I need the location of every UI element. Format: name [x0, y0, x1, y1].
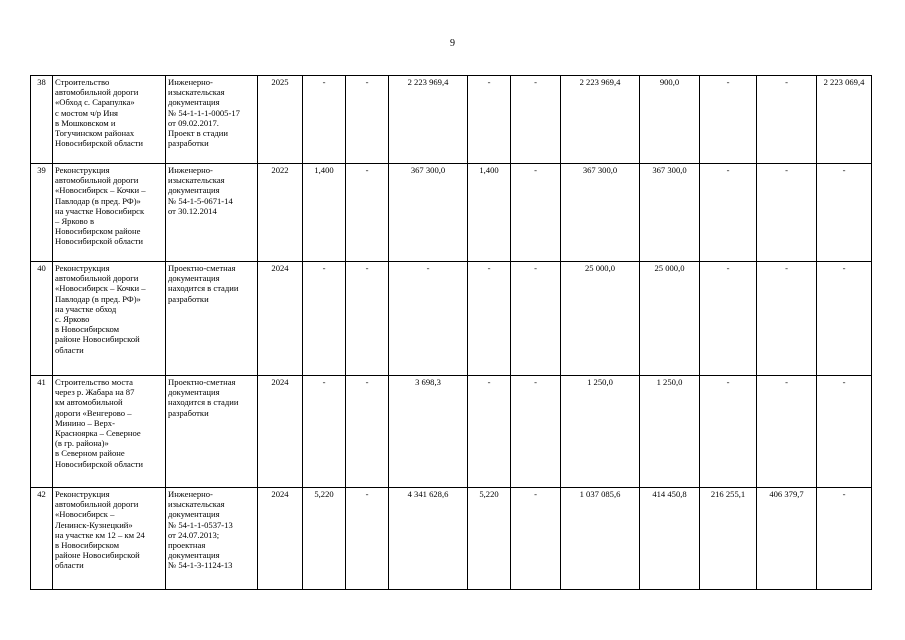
value-cell: -: [468, 76, 511, 164]
documentation-cell: Инженерно- изыскательская документация № 54-1-1-1-0005-17 от 09.02.2017. Проект в стадии разработки: [166, 76, 258, 164]
object-name-cell: Реконструкция автомобильной дороги «Новосибирск – Ленинск-Кузнецкий» на участке км 12 – км 24 в Новосибирском районе Новосибирской области: [53, 488, 166, 590]
value-cell: 25 000,0: [640, 262, 700, 376]
table-row: [31, 164, 872, 262]
value-cell: -: [303, 76, 346, 164]
page-number: 9: [450, 38, 455, 49]
value-cell: 2024: [258, 376, 303, 488]
value-cell: -: [700, 376, 757, 488]
value-cell: 216 255,1: [700, 488, 757, 590]
value-cell: -: [346, 488, 389, 590]
documentation-cell: Инженерно- изыскательская документация № 54-1-5-0671-14 от 30.12.2014: [166, 164, 258, 262]
value-cell: -: [389, 262, 468, 376]
value-cell: -: [303, 376, 346, 488]
value-cell: 25 000,0: [561, 262, 640, 376]
value-cell: -: [511, 164, 561, 262]
value-cell: 2022: [258, 164, 303, 262]
value-cell: -: [346, 376, 389, 488]
value-cell: -: [817, 262, 872, 376]
documentation-cell: Инженерно- изыскательская документация № 54-1-1-0537-13 от 24.07.2013; проектная документация № 54-1-3-1124-13: [166, 488, 258, 590]
object-name-cell: Реконструкция автомобильной дороги «Новосибирск – Кочки – Павлодар (в пред. РФ)» на участке обход с. Ярково в Новосибирском районе Новосибирской области: [53, 262, 166, 376]
value-cell: 2 223 969,4: [389, 76, 468, 164]
row-number-cell: 41: [31, 376, 53, 488]
value-cell: 3 698,3: [389, 376, 468, 488]
table-row: [31, 76, 872, 164]
value-cell: 2024: [258, 262, 303, 376]
value-cell: 367 300,0: [561, 164, 640, 262]
object-name-cell: Реконструкция автомобильной дороги «Новосибирск – Кочки – Павлодар (в пред. РФ)» на участке Новосибирск – Ярково в Новосибирском районе Новосибирской области: [53, 164, 166, 262]
value-cell: 5,220: [303, 488, 346, 590]
value-cell: -: [346, 262, 389, 376]
value-cell: -: [757, 76, 817, 164]
table-row: [31, 376, 872, 488]
value-cell: -: [346, 164, 389, 262]
table-row: [31, 262, 872, 376]
value-cell: 2025: [258, 76, 303, 164]
value-cell: 1 250,0: [640, 376, 700, 488]
table-row: [31, 488, 872, 590]
value-cell: 1,400: [468, 164, 511, 262]
road-projects-table: [30, 75, 872, 590]
value-cell: 406 379,7: [757, 488, 817, 590]
value-cell: 414 450,8: [640, 488, 700, 590]
value-cell: -: [757, 376, 817, 488]
value-cell: 367 300,0: [640, 164, 700, 262]
value-cell: -: [817, 488, 872, 590]
value-cell: -: [700, 262, 757, 376]
value-cell: -: [757, 262, 817, 376]
value-cell: 1 250,0: [561, 376, 640, 488]
object-name-cell: Строительство моста через р. Жабара на 87 км автомобильной дороги «Венгерово – Минино – Верх- Красноярка – Северное (в гр. района)» в Северном районе Новосибирской области: [53, 376, 166, 488]
value-cell: 900,0: [640, 76, 700, 164]
value-cell: -: [511, 376, 561, 488]
value-cell: 1,400: [303, 164, 346, 262]
value-cell: 5,220: [468, 488, 511, 590]
value-cell: 2 223 969,4: [561, 76, 640, 164]
row-number-cell: 42: [31, 488, 53, 590]
value-cell: -: [511, 488, 561, 590]
value-cell: -: [468, 262, 511, 376]
value-cell: -: [303, 262, 346, 376]
value-cell: 4 341 628,6: [389, 488, 468, 590]
value-cell: -: [700, 164, 757, 262]
object-name-cell: Строительство автомобильной дороги «Обход с. Сарапулка» с мостом ч/р Иня в Мошковском и Тогучинском районах Новосибирской области: [53, 76, 166, 164]
value-cell: -: [817, 164, 872, 262]
value-cell: 1 037 085,6: [561, 488, 640, 590]
documentation-cell: Проектно-сметная документация находится в стадии разработки: [166, 376, 258, 488]
value-cell: -: [817, 376, 872, 488]
value-cell: -: [468, 376, 511, 488]
value-cell: -: [511, 262, 561, 376]
value-cell: -: [346, 76, 389, 164]
value-cell: -: [700, 76, 757, 164]
value-cell: 367 300,0: [389, 164, 468, 262]
row-number-cell: 39: [31, 164, 53, 262]
documentation-cell: Проектно-сметная документация находится в стадии разработки: [166, 262, 258, 376]
row-number-cell: 40: [31, 262, 53, 376]
value-cell: 2 223 069,4: [817, 76, 872, 164]
value-cell: 2024: [258, 488, 303, 590]
value-cell: -: [511, 76, 561, 164]
value-cell: -: [757, 164, 817, 262]
row-number-cell: 38: [31, 76, 53, 164]
